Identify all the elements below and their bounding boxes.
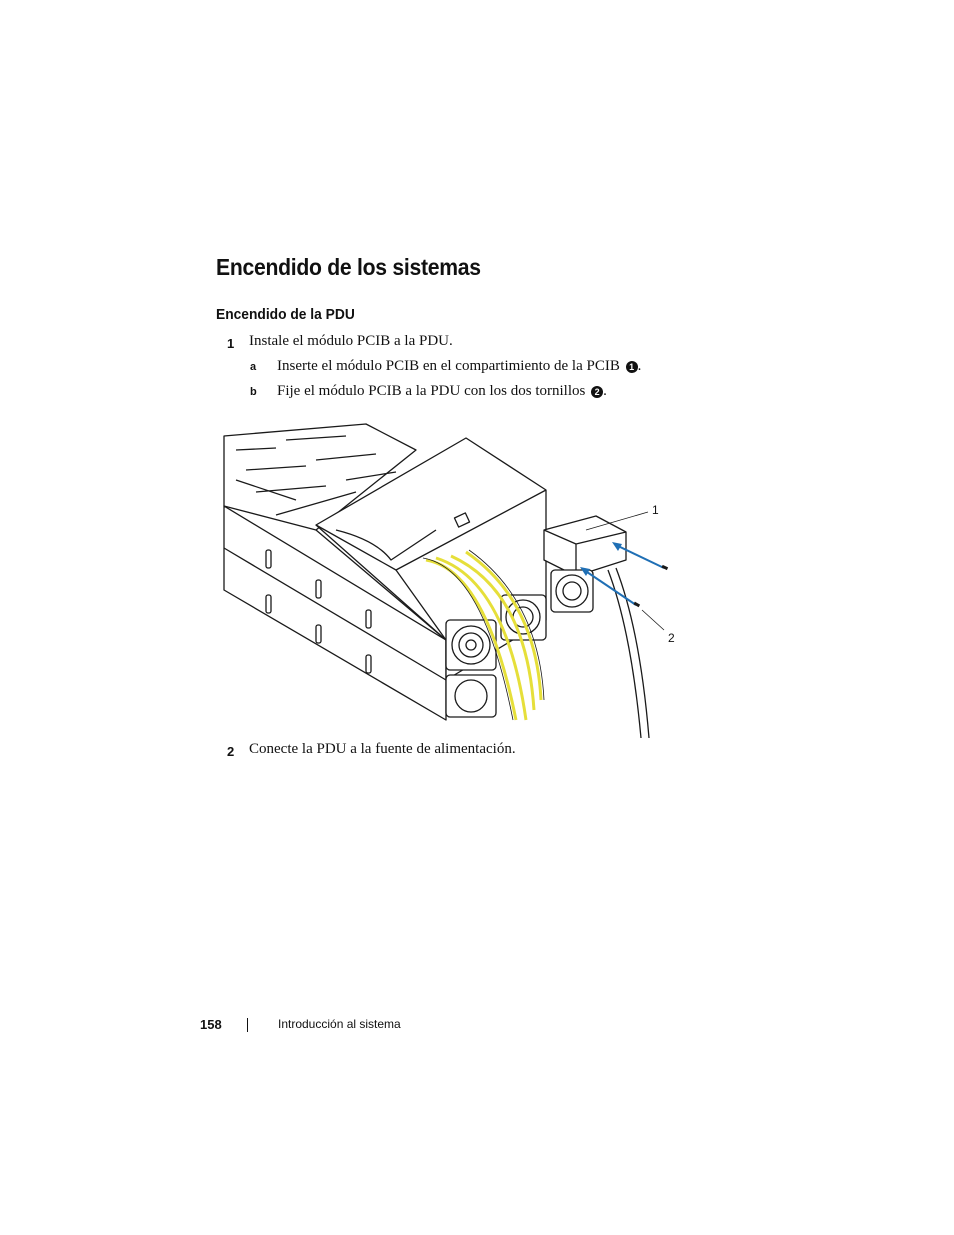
page-heading: Encendido de los sistemas <box>216 254 481 280</box>
step-1-text: Instale el módulo PCIB a la PDU. <box>249 333 453 349</box>
pdu-figure <box>216 420 686 740</box>
substep-b-letter: b <box>250 386 257 398</box>
callout-2-icon: 2 <box>591 386 603 398</box>
substep-a-end: . <box>637 358 642 374</box>
figure-label-2: 2 <box>668 631 675 645</box>
section-heading: Encendido de la PDU <box>216 306 355 323</box>
figure-label-1: 1 <box>652 503 659 517</box>
footer-divider <box>247 1018 248 1032</box>
footer-section-title: Introducción al sistema <box>278 1017 401 1031</box>
substep-b-end: . <box>603 383 607 399</box>
substep-a-text: Inserte el módulo PCIB en el compartimiento de la PCIB <box>277 358 620 374</box>
substep-a-letter: a <box>250 361 257 373</box>
step-2-text: Conecte la PDU a la fuente de alimentación. <box>249 741 516 757</box>
step-1-number: 1 <box>227 336 235 351</box>
callout-1-icon: 1 <box>626 361 638 373</box>
page-number: 158 <box>200 1017 222 1032</box>
substep-a <box>277 358 641 375</box>
step-2-number: 2 <box>227 744 235 759</box>
pdu-illustration <box>216 420 686 740</box>
substep-b-text: Fije el módulo PCIB a la PDU con los dos tornillos <box>277 383 586 399</box>
substep-b <box>277 383 607 400</box>
